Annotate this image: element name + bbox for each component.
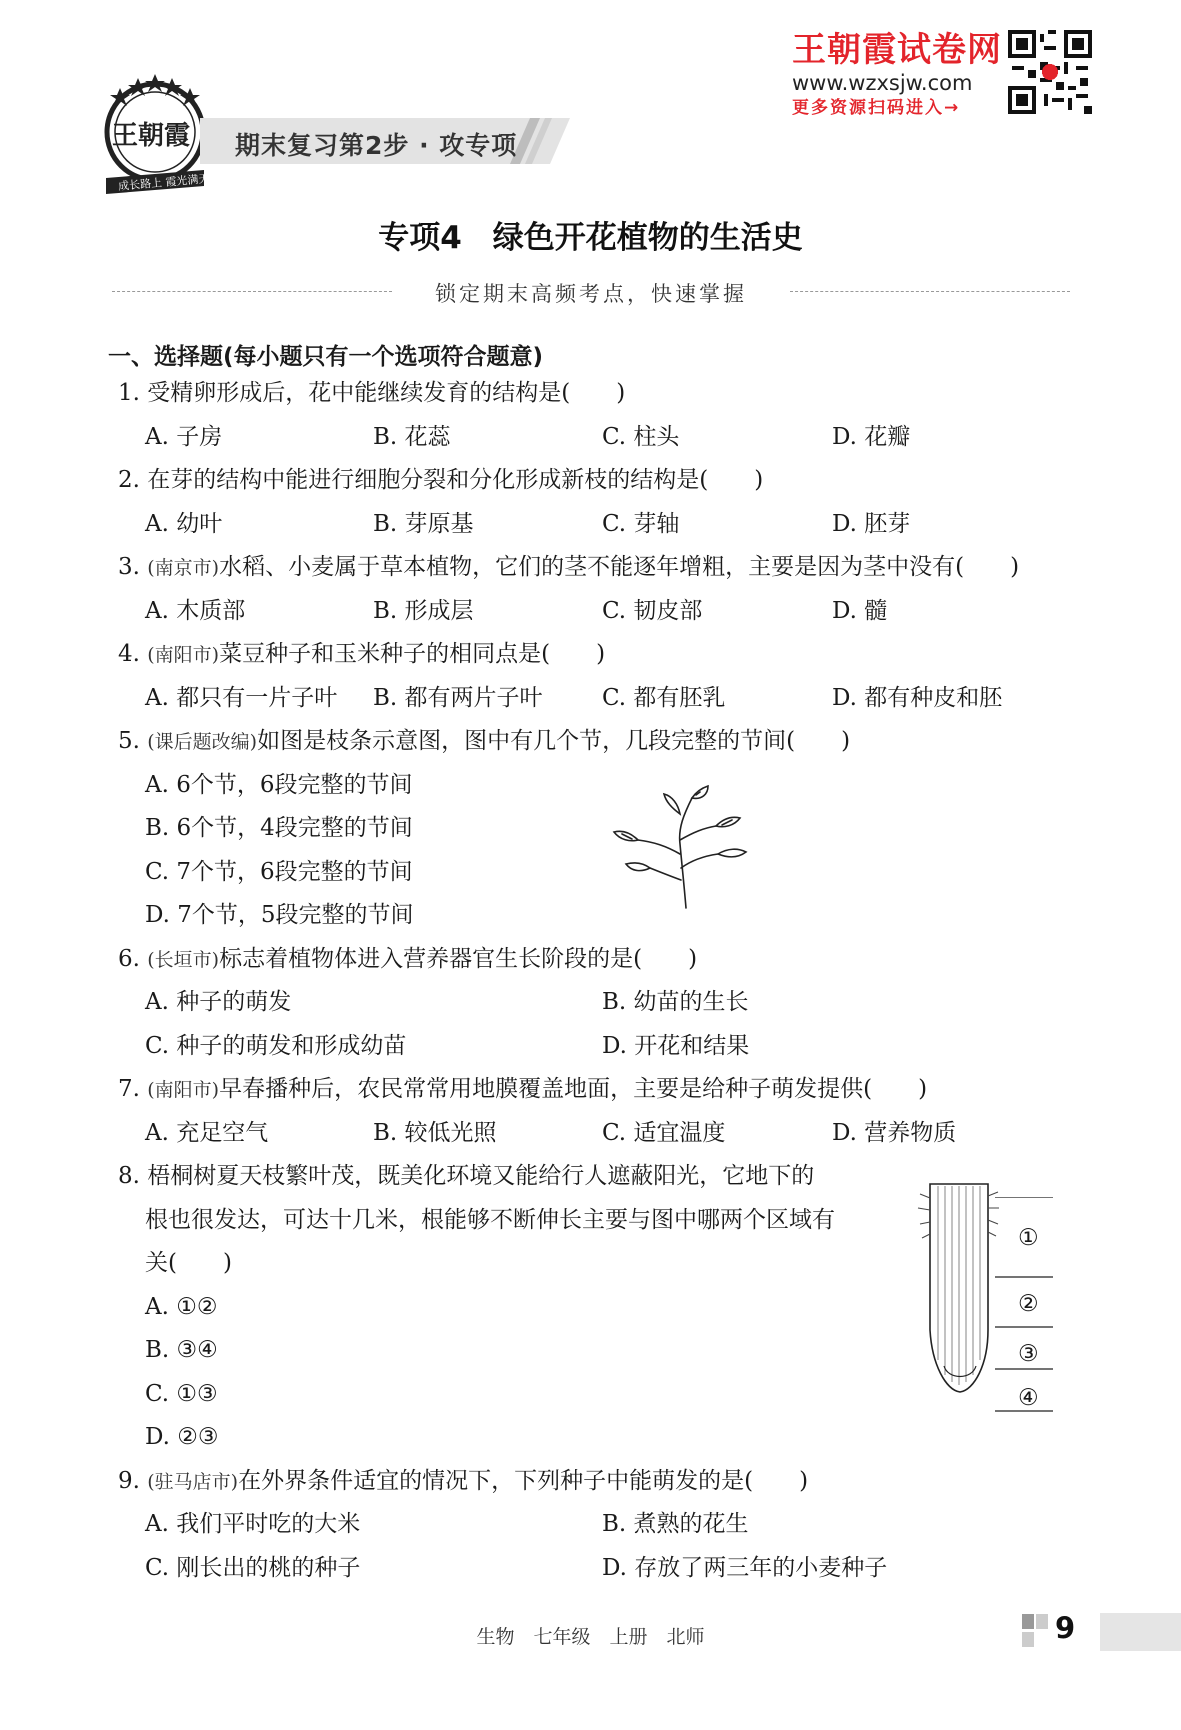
question-stem: 菜豆种子和玉米种子的相同点是( ) <box>219 641 606 667</box>
q5-option-c[interactable]: C. 7个节，6段完整的节间 <box>145 859 413 885</box>
q1-option-a[interactable]: A. 子房 <box>145 424 223 450</box>
q1-option-b[interactable]: B. 花蕊 <box>373 424 451 450</box>
q8-option-c[interactable]: C. ①③ <box>145 1381 218 1407</box>
q3-option-a[interactable]: A. 木质部 <box>145 598 246 624</box>
logo-text: 王朝霞 <box>112 121 191 151</box>
root-zone-label-2: ② <box>1018 1291 1039 1317</box>
q6-option-b[interactable]: B. 幼苗的生长 <box>602 989 749 1015</box>
question-number: 2. <box>118 467 148 493</box>
q5-option-b[interactable]: B. 6个节，4段完整的节间 <box>145 815 413 841</box>
question-number: 9. <box>118 1468 148 1494</box>
question-3 <box>118 553 1019 582</box>
question-9 <box>118 1467 808 1496</box>
question-number: 8. <box>118 1163 148 1189</box>
question-stem: 受精卵形成后，花中能继续发育的结构是( ) <box>147 380 626 406</box>
q1-option-d[interactable]: D. 花瓣 <box>832 424 911 450</box>
brand-name: 王朝霞试卷网 <box>792 30 1002 70</box>
question-number: 4. <box>118 641 148 667</box>
question-6 <box>118 945 697 974</box>
question-stem: 在芽的结构中能进行细胞分裂和分化形成新枝的结构是( ) <box>147 467 764 493</box>
question-source: (南阳市) <box>147 644 220 666</box>
question-stem: 水稻、小麦属于草本植物，它们的茎不能逐年增粗，主要是因为茎中没有( ) <box>219 554 1020 580</box>
root-zone-label-1: ① <box>1018 1225 1039 1251</box>
q7-option-d[interactable]: D. 营养物质 <box>832 1120 957 1146</box>
q2-option-b[interactable]: B. 芽原基 <box>373 511 474 537</box>
question-8-line-2: 根也很发达，可达十几米，根能够不断伸长主要与图中哪两个区域有 <box>145 1207 835 1233</box>
q7-option-b[interactable]: B. 较低光照 <box>373 1120 497 1146</box>
question-number: 6. <box>118 946 148 972</box>
brand-url[interactable]: www.wzxsjw.com <box>792 71 973 95</box>
q3-option-c[interactable]: C. 韧皮部 <box>602 598 703 624</box>
page-corner-mark <box>1022 1614 1050 1648</box>
question-7 <box>118 1075 927 1104</box>
subtitle-row <box>112 278 1070 308</box>
question-8 <box>118 1162 814 1190</box>
root-tip-diagram <box>900 1180 1000 1400</box>
q4-option-d[interactable]: D. 都有种皮和胚 <box>832 685 1003 711</box>
question-1 <box>118 379 625 407</box>
brand-block <box>792 30 1002 120</box>
question-stem: 早春播种后，农民常常用地膜覆盖地面，主要是给种子萌发提供( ) <box>219 1076 928 1102</box>
q6-option-d[interactable]: D. 开花和结果 <box>602 1033 750 1059</box>
question-number: 5. <box>118 728 148 754</box>
q6-option-c[interactable]: C. 种子的萌发和形成幼苗 <box>145 1033 407 1059</box>
question-stem: 在外界条件适宜的情况下，下列种子中能萌发的是( ) <box>238 1468 809 1494</box>
q8-option-a[interactable]: A. ①② <box>145 1294 218 1320</box>
question-source: (南京市) <box>147 557 220 579</box>
logo-motto: 成长路上 霞光满天 <box>117 172 210 193</box>
question-4 <box>118 640 605 669</box>
q7-option-a[interactable]: A. 充足空气 <box>145 1120 269 1146</box>
q9-option-b[interactable]: B. 煮熟的花生 <box>602 1511 749 1537</box>
page-tab <box>1100 1613 1181 1651</box>
page-title: 专项4 绿色开花植物的生活史 <box>378 220 803 256</box>
q5-option-a[interactable]: A. 6个节，6段完整的节间 <box>145 772 413 798</box>
branch-diagram <box>612 784 752 910</box>
root-zone-label-4: ④ <box>1018 1385 1039 1411</box>
footer-course: 生物 七年级 上册 北师 <box>476 1626 705 1648</box>
question-stem: 标志着植物体进入营养器官生长阶段的是( ) <box>219 946 698 972</box>
q5-option-d[interactable]: D. 7个节，5段完整的节间 <box>145 902 414 928</box>
q6-option-a[interactable]: A. 种子的萌发 <box>145 989 292 1015</box>
question-number: 3. <box>118 554 148 580</box>
q9-option-c[interactable]: C. 刚长出的桃的种子 <box>145 1555 361 1581</box>
question-2 <box>118 466 763 494</box>
question-source: (课后题改编) <box>147 731 258 753</box>
q2-option-d[interactable]: D. 胚芽 <box>832 511 911 537</box>
question-stem: 如图是枝条示意图，图中有几个节，几段完整的节间( ) <box>257 728 851 754</box>
question-8-line-3: 关( ) <box>145 1250 232 1276</box>
brand-tip: 更多资源扫码进入→ <box>792 98 961 118</box>
q3-option-b[interactable]: B. 形成层 <box>373 598 474 624</box>
q2-option-c[interactable]: C. 芽轴 <box>602 511 680 537</box>
q8-option-d[interactable]: D. ②③ <box>145 1424 219 1450</box>
question-source: (南阳市) <box>147 1079 220 1101</box>
q8-option-b[interactable]: B. ③④ <box>145 1337 218 1363</box>
qr-code-icon[interactable] <box>1008 30 1092 114</box>
q3-option-d[interactable]: D. 髓 <box>832 598 888 624</box>
q9-option-d[interactable]: D. 存放了两三年的小麦种子 <box>602 1555 888 1581</box>
root-zone-label-3: ③ <box>1018 1341 1039 1367</box>
q4-option-c[interactable]: C. 都有胚乳 <box>602 685 726 711</box>
q7-option-c[interactable]: C. 适宜温度 <box>602 1120 726 1146</box>
subtitle: 锁定期末高频考点，快速掌握 <box>435 282 747 306</box>
question-source: (驻马店市) <box>147 1471 239 1493</box>
q4-option-b[interactable]: B. 都有两片子叶 <box>373 685 543 711</box>
q2-option-a[interactable]: A. 幼叶 <box>145 511 223 537</box>
question-stem: 梧桐树夏天枝繁叶茂，既美化环境又能给行人遮蔽阳光，它地下的 <box>147 1163 815 1189</box>
question-number: 1. <box>118 380 148 406</box>
question-number: 7. <box>118 1076 148 1102</box>
section-heading: 一、选择题(每小题只有一个选项符合题意) <box>108 344 544 370</box>
page-number: 9 <box>1055 1611 1076 1645</box>
question-source: (长垣市) <box>147 949 220 971</box>
question-5 <box>118 727 850 756</box>
q1-option-c[interactable]: C. 柱头 <box>602 424 680 450</box>
q9-option-a[interactable]: A. 我们平时吃的大米 <box>145 1511 361 1537</box>
step-banner: 期末复习第2步 · 攻专项 <box>235 131 518 160</box>
q4-option-a[interactable]: A. 都只有一片子叶 <box>145 685 338 711</box>
